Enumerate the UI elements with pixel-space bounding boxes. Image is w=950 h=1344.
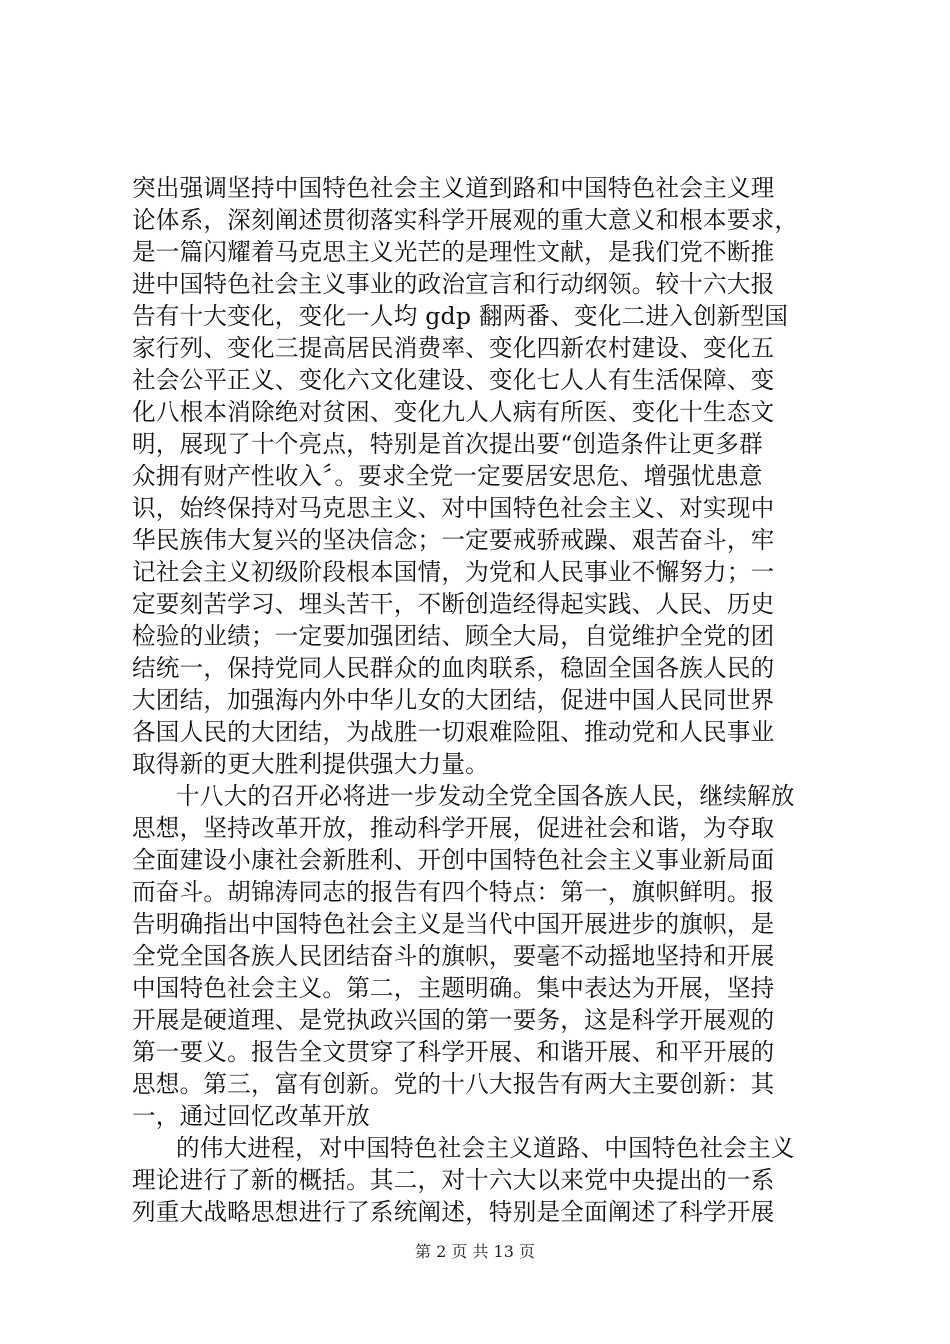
text-line: 家行列、变化三提高居民消费率、变化四新农村建设、变化五 (132, 334, 775, 362)
text-line: 化八根本消除绝对贫困、变化九人人病有所医、变化十生态文 (132, 398, 775, 426)
text-line: 论体系，深刻阐述贯彻落实科学开展观的重大意义和根本要求， (132, 206, 799, 234)
text-line: 进中国特色社会主义事业的政治宣言和行动纲领。较十六大报 (132, 270, 775, 298)
body-text (132, 172, 832, 1228)
text-line: 理论进行了新的概括。其二，对十六大以来党中央提出的一系 (132, 1166, 775, 1194)
page-footer: 第 2 页 共 13 页 (415, 1242, 535, 1261)
text-line: 一，通过回忆改革开放 (132, 1102, 370, 1130)
text-line: 而奋斗。胡锦涛同志的报告有四个特点：第一，旗帜鲜明。报 (132, 878, 775, 906)
text-line: 思想，坚持改革开放，推动科学开展，促进社会和谐，为夺取 (132, 814, 775, 842)
text-line: 告有十大变化，变化一人均 gdp 翻两番、变化二进入创新型国 (132, 302, 789, 330)
text-line: 定要刻苦学习、埋头苦干，不断创造经得起实践、人民、历史 (132, 590, 775, 618)
text-line: 是一篇闪耀着马克思主义光芒的是理性文献，是我们党不断推 (132, 238, 775, 266)
text-line: 全党全国各族人民团结奋斗的旗帜，要毫不动摇地坚持和开展 (132, 942, 775, 970)
text-line: 各国人民的大团结，为战胜一切艰难险阻、推动党和人民事业 (132, 718, 775, 746)
text-line: 明，展现了十个亮点，特别是首次提出要“创造条件让更多群 (132, 430, 763, 458)
text-line: 全面建设小康社会新胜利、开创中国特色社会主义事业新局面 (132, 846, 775, 874)
text-line: 华民族伟大复兴的坚决信念；一定要戒骄戒躁、艰苦奋斗，牢 (132, 526, 775, 554)
text-line: 思想。第三，富有创新。党的十八大报告有两大主要创新：其 (132, 1070, 775, 1098)
text-line: 记社会主义初级阶段根本国情，为党和人民事业不懈努力；一 (132, 558, 775, 586)
text-line: 突出强调坚持中国特色社会主义道到路和中国特色社会主义理 (132, 174, 775, 202)
text-line: 列重大战略思想进行了系统阐述，特别是全面阐述了科学开展 (132, 1198, 775, 1226)
text-line: 众拥有财产性收入〞。要求全党一定要居安思危、增强忧患意 (132, 462, 763, 490)
text-line: 大团结，加强海内外中华儿女的大团结，促进中国人民同世界 (132, 686, 775, 714)
paragraph-start-line: 十八大的召开必将进一步发动全党全国各族人民，继续解放 (176, 782, 795, 810)
text-line: 社会公平正义、变化六文化建设、变化七人人有生活保障、变 (132, 366, 775, 394)
text-line: 告明确指出中国特色社会主义是当代中国开展进步的旗帜，是 (132, 910, 775, 938)
text-line: 识，始终保持对马克思主义、对中国特色社会主义、对实现中 (132, 494, 775, 522)
text-line: 检验的业绩；一定要加强团结、顾全大局，自觉维护全党的团 (132, 622, 775, 650)
text-line: 取得新的更大胜利提供强大力量。 (132, 750, 489, 778)
text-line: 第一要义。报告全文贯穿了科学开展、和谐开展、和平开展的 (132, 1038, 775, 1066)
text-line: 结统一，保持党同人民群众的血肉联系，稳固全国各族人民的 (132, 654, 775, 682)
paragraph-start-line: 的伟大进程，对中国特色社会主义道路、中国特色社会主义 (176, 1134, 795, 1162)
text-line: 开展是硬道理、是党执政兴国的第一要务，这是科学开展观的 (132, 1006, 775, 1034)
text-line: 中国特色社会主义。第二，主题明确。集中表达为开展，坚持 (132, 974, 775, 1002)
